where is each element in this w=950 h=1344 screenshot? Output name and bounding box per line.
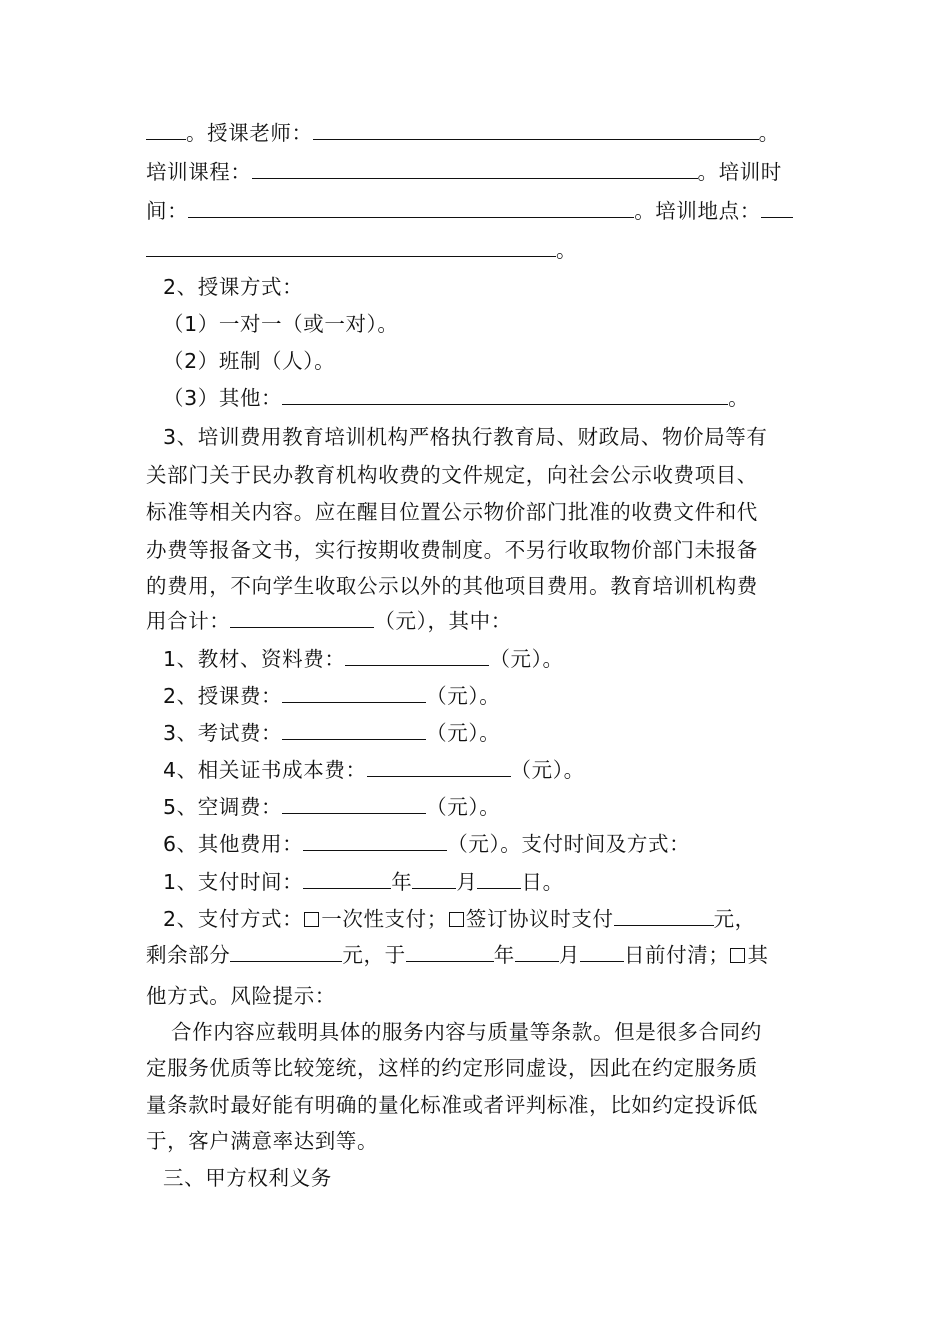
text: 培训课程：: [146, 160, 252, 184]
option-class: （2）班制（人）。: [163, 349, 336, 373]
risk-paragraph-line4: 于，客户满意率达到等。: [146, 1129, 379, 1153]
text: （元）。: [510, 758, 585, 782]
blank-line[interactable]: [146, 121, 186, 140]
section-heading-party-a: 三、甲方权利义务: [163, 1166, 332, 1190]
payment-method: [146, 906, 827, 932]
fee-exam: [146, 720, 827, 746]
fee-other: [146, 831, 827, 857]
text: 日。: [521, 870, 564, 894]
certificate-blank[interactable]: [367, 758, 511, 777]
risk-heading: 他方式。风险提示：: [146, 984, 336, 1008]
day-blank[interactable]: [477, 870, 521, 889]
text: 日前付清；: [623, 943, 730, 967]
materials-blank[interactable]: [345, 647, 489, 666]
text: 其: [747, 943, 769, 967]
fee-materials: [146, 646, 827, 672]
text: （3）其他：: [163, 386, 283, 410]
line-location: [146, 237, 810, 263]
line-course: [146, 159, 810, 185]
text: 月: [456, 870, 478, 894]
option-other: [146, 385, 827, 411]
signing-amount-blank[interactable]: [614, 907, 714, 926]
line-time: [146, 198, 810, 224]
checkbox-on-signing[interactable]: [449, 912, 464, 927]
text: 。培训地点：: [634, 199, 761, 223]
air-conditioning-blank[interactable]: [282, 795, 426, 814]
text: 间：: [146, 199, 189, 223]
text: （元）。: [426, 684, 501, 708]
text: 6、其他费用：: [163, 832, 304, 856]
remainder-amount-blank[interactable]: [230, 943, 342, 962]
text: 年: [391, 870, 413, 894]
fee-certificate: [146, 757, 827, 783]
total-blank[interactable]: [230, 609, 374, 628]
text: 一次性支付；: [321, 907, 448, 931]
heading-teaching-method: 2、授课方式：: [163, 275, 304, 299]
text: 。: [556, 238, 578, 262]
teacher-blank[interactable]: [313, 121, 759, 140]
paragraph-fees-line5: 的费用，不向学生收取公示以外的其他项目费用。教育培训机构费: [146, 574, 758, 598]
course-blank[interactable]: [252, 160, 698, 179]
remainder-day-blank[interactable]: [580, 943, 624, 962]
other-fee-blank[interactable]: [303, 832, 447, 851]
text: 。培训时: [697, 160, 782, 184]
risk-paragraph-line2: 定服务优质等比较笼统，这样的约定形同虚设，因此在约定服务质: [146, 1056, 758, 1080]
teaching-blank[interactable]: [282, 684, 426, 703]
text: 5、空调费：: [163, 795, 283, 819]
text: （元）。支付时间及方式：: [447, 832, 691, 856]
exam-blank[interactable]: [282, 721, 426, 740]
paragraph-fees-line4: 办费等报备文书，实行按期收费制度。不另行收取物价部门未报备: [146, 538, 758, 562]
option-one-on-one: （1）一对一（或一对）。: [163, 312, 399, 336]
text: （元）。: [489, 647, 564, 671]
location-blank-start[interactable]: [761, 199, 793, 218]
text: 元，: [713, 907, 756, 931]
remainder-year-blank[interactable]: [406, 943, 494, 962]
remainder-month-blank[interactable]: [515, 943, 559, 962]
text: （元）。: [426, 795, 501, 819]
payment-remainder: [146, 942, 810, 968]
text: 1、教材、资料费：: [163, 647, 346, 671]
text: （元）。: [426, 721, 501, 745]
text: 剩余部分: [146, 943, 231, 967]
text: 1、支付时间：: [163, 870, 304, 894]
text: 月: [558, 943, 580, 967]
other-blank[interactable]: [282, 386, 728, 405]
paragraph-fees-line1: 3、培训费用教育培训机构严格执行教育局、财政局、物价局等有: [163, 425, 768, 449]
paragraph-fees-line3: 标准等相关内容。应在醒目位置公示物价部门批准的收费文件和代: [146, 500, 758, 524]
text: 4、相关证书成本费：: [163, 758, 367, 782]
text: 。: [728, 386, 750, 410]
text: 2、支付方式：: [163, 907, 304, 931]
payment-time: [146, 869, 827, 895]
text: 年: [493, 943, 515, 967]
text: 元，于: [342, 943, 406, 967]
line-teacher: [146, 120, 810, 146]
text: 。授课老师：: [186, 121, 313, 145]
text: 2、授课费：: [163, 684, 283, 708]
time-blank[interactable]: [188, 199, 634, 218]
text: 签订协议时支付: [465, 907, 614, 931]
risk-paragraph-line1: 合作内容应载明具体的服务内容与质量等条款。但是很多合同约: [171, 1020, 762, 1044]
checkbox-lump-sum[interactable]: [304, 912, 319, 927]
text: 。: [758, 121, 780, 145]
text: 用合计：: [146, 609, 231, 633]
location-blank[interactable]: [146, 238, 556, 257]
line-total: [146, 608, 810, 634]
fee-air-conditioning: [146, 794, 827, 820]
checkbox-other-method[interactable]: [730, 948, 745, 963]
text: 3、考试费：: [163, 721, 283, 745]
month-blank[interactable]: [412, 870, 456, 889]
paragraph-fees-line2: 关部门关于民办教育机构收费的文件规定，向社会公示收费项目、: [146, 463, 758, 487]
year-blank[interactable]: [303, 870, 391, 889]
risk-paragraph-line3: 量条款时最好能有明确的量化标准或者评判标准，比如约定投诉低: [146, 1093, 758, 1117]
text: （元），其中：: [374, 609, 512, 633]
fee-teaching: [146, 683, 827, 709]
